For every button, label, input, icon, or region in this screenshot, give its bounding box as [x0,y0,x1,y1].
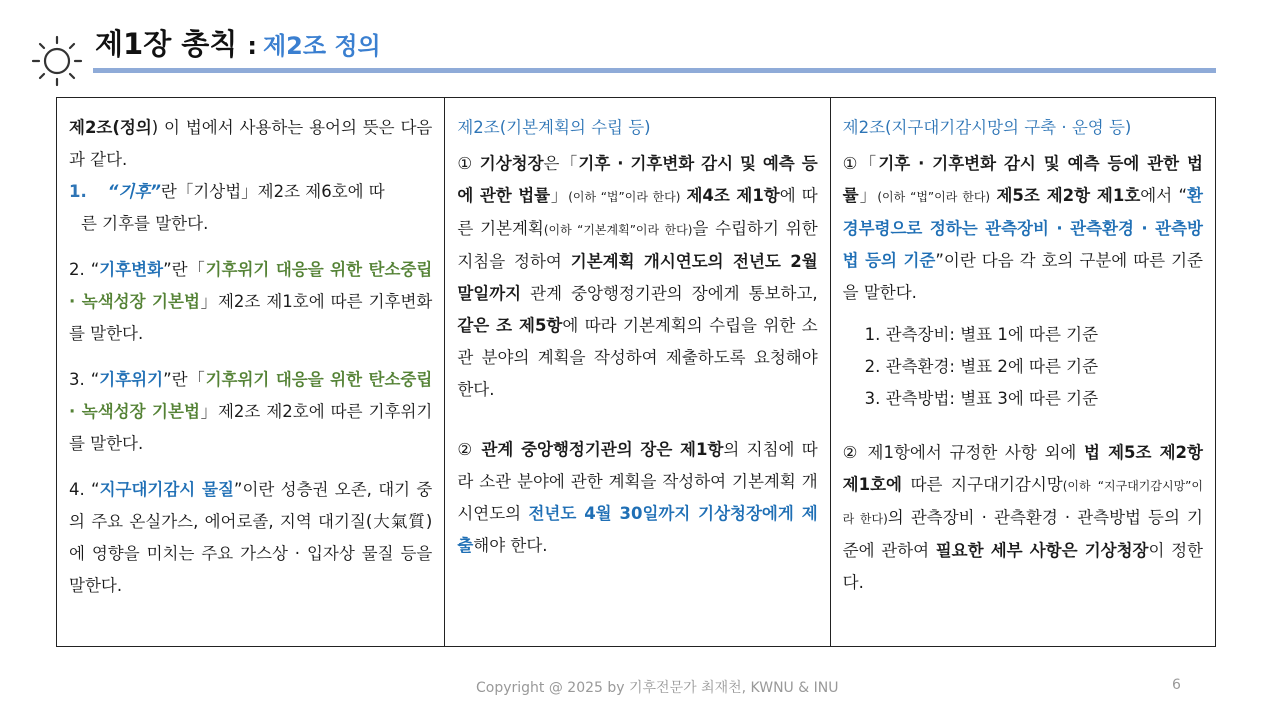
col1-item-3: 3. “기후위기”란「기후위기 대응을 위한 탄소중립 · 녹색성장 기본법」제2조 제2호에 따른 기후위기를 말한다. [69,370,433,453]
title-sub: 제2조 정의 [262,32,381,60]
col3-paragraph-2: ② 제1항에서 규정한 사항 외에 법 제5조 제2항 제1호에 따른 지구대기감시망(이하 “지구대기감시망”이라 한다)의 관측장비 · 관측환경 · 관측방법 등의 기준에 관하여 필요한 세부 사항은 기상청장이 정한다. [842,443,1203,592]
list-item: 1. 관측장비: 별표 1에 따른 기준 [864,325,1099,344]
title-underline [93,68,1216,73]
title-separator: : [247,32,257,60]
col1-intro: 제2조(정의) 이 법에서 사용하는 용어의 뜻은 다음과 같다. [69,118,433,169]
title-main: 제1장 총칙 [95,27,238,61]
col2-heading: 제2조(기본계획의 수립 등) [457,118,651,137]
column-monitoring-network [830,98,1215,646]
col3-standard-list [843,319,1203,415]
page-number: 6 [1172,677,1181,693]
list-item: 3. 관측방법: 별표 3에 따른 기준 [864,389,1099,408]
col3-paragraph-1: ①「기후 · 기후변화 감시 및 예측 등에 관한 법률」(이하 “법”이라 한다) 제5조 제2항 제1호에서 “환경부령으로 정하는 관측장비 · 관측환경 · 관측방법 등의 기준”이란 다음 각 호의 구분에 따른 기준을 말한다. [842,154,1203,302]
col1-item-1: 1. “기후”란「기상법」제2조 제6호에 따 른 기후를 말한다. [69,182,385,233]
slide-title [95,22,381,63]
col2-paragraph-2: ② 관계 중앙행정기관의 장은 제1항의 지침에 따라 소관 분야에 관한 계획을 작성하여 기본계획 개시연도의 전년도 4월 30일까지 기상청장에게 제출해야 한다. [457,440,818,555]
col1-item-4: 4. “지구대기감시 물질”이란 성층권 오존, 대기 중의 주요 온실가스, 에어로졸, 지역 대기질(大氣質)에 영향을 미치는 주요 가스상 · 입자상 물질 등을 말한다. [69,480,433,595]
definitions-table [56,97,1216,647]
copyright-footer: Copyright @ 2025 by 기후전문가 최재천, KWNU & INU [476,680,839,696]
column-definitions [57,98,444,646]
sun-icon [30,34,84,88]
list-item: 2. 관측환경: 별표 2에 따른 기준 [864,357,1099,376]
col3-heading: 제2조(지구대기감시망의 구축 · 운영 등) [842,118,1132,137]
col1-item-2: 2. “기후변화”란「기후위기 대응을 위한 탄소중립 · 녹색성장 기본법」제2조 제1호에 따른 기후변화를 말한다. [69,260,433,343]
col2-paragraph-1: ① 기상청장은「기후 · 기후변화 감시 및 예측 등에 관한 법률」(이하 “법”이라 한다) 제4조 제1항에 따른 기본계획(이하 “기본계획”이라 한다)을 수립하기 위한 지침을 정하여 기본계획 개시연도의 전년도 2월 말일까지 관계 중앙행정기관의 장에게 통보하고, 같은 조 제5항에 따라 기본계획의 수립을 위한 소관 분야의 계획을 작성하여 제출하도록 요청해야 한다. [457,154,818,399]
column-basic-plan [444,98,829,646]
